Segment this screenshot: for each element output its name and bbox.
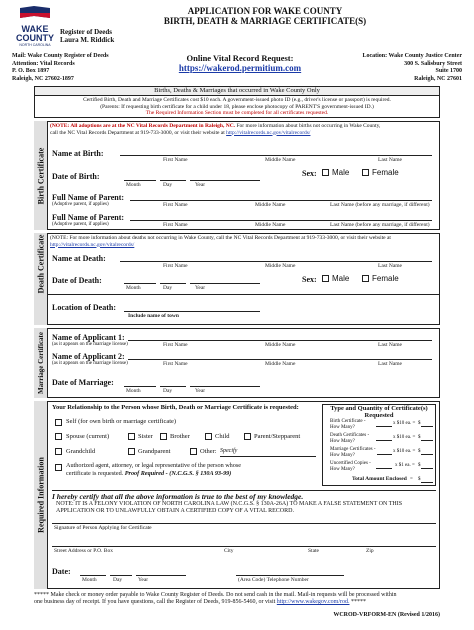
flag-icon <box>12 6 58 20</box>
total-amount-field[interactable] <box>421 482 433 483</box>
mail-line4: Raleigh, NC 27602-1897 <box>12 75 74 82</box>
mail-line1: Mail: Wake County Register of Deeds <box>12 53 109 59</box>
date-year-field[interactable] <box>136 575 186 576</box>
footer-notice: ***** Make check or money order payable to Wake County Register of Deeds. Do not send cash in the mail. Mail-in requests will be processed within one business day of receipt. If you have questions, call the Register of Deeds, 919-856-5460, or visit http://www.wakegov.com/rod. ***** <box>34 592 397 605</box>
form-title-line2: BIRTH, DEATH & MARRIAGE CERTIFICATE(S) <box>163 16 367 26</box>
applicant2-field[interactable] <box>128 359 432 360</box>
date-of-death-label: Date of Death: <box>52 276 102 285</box>
death-female-checkbox[interactable] <box>362 275 369 282</box>
birth-qty-label: Birth Certificate - How Many? <box>330 419 366 430</box>
authorized-checkbox[interactable] <box>55 464 62 471</box>
date-of-birth-label: Date of Birth: <box>52 172 100 181</box>
form-title-line1: APPLICATION FOR WAKE COUNTY <box>187 6 343 16</box>
logo-sub: NORTH CAROLINA <box>19 43 51 47</box>
info-line1: Certified Birth, Death and Marriage Certificates cost $10 each. A government-issued photo ID (e.g., driver's license or passport) is required. <box>83 97 391 103</box>
birth-year-field[interactable] <box>190 180 260 181</box>
wake-logo <box>12 6 58 46</box>
location-of-death-field[interactable] <box>124 311 260 312</box>
applicant1-field[interactable] <box>128 340 432 341</box>
birth-sex-label: Sex: <box>302 169 317 178</box>
death-male-checkbox[interactable] <box>322 275 329 282</box>
marriage-day-field[interactable] <box>160 386 186 387</box>
death-month-field[interactable] <box>124 283 156 284</box>
location-line2: 300 S. Salisbury Street <box>404 60 462 67</box>
spouse-label: Spouse (current) <box>66 433 110 440</box>
info-heading: Births, Deaths & Marriages that occurred in Wake County Only <box>35 87 439 96</box>
death-sex-label: Sex: <box>302 275 317 284</box>
birth-qty-field[interactable] <box>376 426 392 427</box>
self-label: Self (for own birth or marriage certificate) <box>66 418 177 425</box>
name-at-death-label: Name at Death: <box>52 254 106 263</box>
uncertified-qty-field[interactable] <box>376 468 392 469</box>
marriage-qty-field[interactable] <box>377 454 392 455</box>
marriage-month-field[interactable] <box>124 386 156 387</box>
date-of-marriage-label: Date of Marriage: <box>52 378 114 387</box>
sister-checkbox[interactable] <box>128 433 135 440</box>
self-checkbox[interactable] <box>55 419 62 426</box>
parent2-label: Full Name of Parent: <box>52 213 125 222</box>
grandchild-checkbox[interactable] <box>55 448 62 455</box>
state-label: State <box>308 548 319 554</box>
birth-female-checkbox[interactable] <box>362 169 369 176</box>
name-at-birth-label: Name at Birth: <box>52 149 104 158</box>
spouse-checkbox[interactable] <box>55 433 62 440</box>
uncertified-amount-field[interactable] <box>421 468 433 469</box>
proof-required: Proof Required - (N.C.G.S. § 130A 93-99) <box>124 469 232 477</box>
signature-field[interactable] <box>52 523 436 524</box>
date-label: Date: <box>52 567 71 576</box>
brother-checkbox[interactable] <box>160 433 167 440</box>
register-name: Laura M. Riddick <box>60 36 115 44</box>
info-box <box>34 86 440 118</box>
birth-note: (NOTE: All adoptions are at the NC Vital Records Department in Raleigh, NC. For more information about births not occurring in Wake County, call the NC Vital Records Department at 919-733-3000, or visit their website at http://vitalrecords.nc.gov/vitalrecords/ <box>50 123 381 136</box>
city-label: City <box>224 548 234 554</box>
certify-statement: I hereby certify that all the above information is true to the best of my knowledge. <box>52 490 436 501</box>
marriage-year-field[interactable] <box>190 386 260 387</box>
felony-notice: NOTE: IT IS A FELONY VIOLATION OF NORTH CAROLINA LAW (N.C.G.S. § 130A-26A) TO MAKE A FALSE STATEMENT ON THIS APPLICATION OR TO UNLAWFULLY OBTAIN A CERTIFIED COPY OF A VITAL RECORD. <box>56 501 403 514</box>
uncertified-qty-label: Uncertified Copies - How Many? <box>330 461 371 472</box>
death-side-label: Death Certificate <box>34 233 48 295</box>
sister-label: Sister <box>138 433 153 440</box>
marriage-qty-label: Marriage Certificates - How Many? <box>330 447 376 458</box>
other-label: Other: <box>200 448 217 455</box>
death-year-field[interactable] <box>190 283 260 284</box>
grandchild-label: Grandchild <box>66 448 96 455</box>
birth-male-checkbox[interactable] <box>322 169 329 176</box>
child-label: Child <box>215 433 230 440</box>
other-checkbox[interactable] <box>190 448 197 455</box>
phone-label: (Area Code) Telephone Number <box>238 577 309 583</box>
signature-label: Signature of Person Applying for Certificate <box>54 525 152 531</box>
marriage-side-label: Marriage Certificate <box>34 328 48 398</box>
birth-female-label: Female <box>372 168 399 177</box>
parent-label: Parent/Stepparent <box>254 433 301 440</box>
other-specify: Specify <box>220 448 238 454</box>
street-label: Street Address or P.O. Box <box>54 548 113 554</box>
marriage-amount-field[interactable] <box>421 454 433 455</box>
zip-label: Zip <box>366 548 374 554</box>
mail-line3: P. O. Box 1897 <box>12 68 50 74</box>
grandparent-checkbox[interactable] <box>128 448 135 455</box>
authorized-label: Authorized agent, attorney, or legal representative of the person whose certificate is requested. Proof Required - (N.C.G.S. § 130A 93-99) <box>66 462 242 477</box>
parent2-field[interactable] <box>130 220 432 221</box>
footer-url[interactable]: http://www.wakegov.com/rod. <box>276 599 350 605</box>
total-label: Total Amount Enclosed <box>352 476 407 482</box>
location-line1: Location: Wake County Justice Center <box>362 53 462 59</box>
grandparent-label: Grandparent <box>138 448 171 455</box>
name-at-birth-field[interactable] <box>120 155 432 156</box>
child-checkbox[interactable] <box>205 433 212 440</box>
parent-checkbox[interactable] <box>244 433 251 440</box>
form-id: WCROD-VRFORM-EN (Revised 1/2016) <box>333 612 440 618</box>
parent1-field[interactable] <box>130 200 432 201</box>
info-line2: (Parents: If requesting birth certificate for a child under 18, please enclose photocopy of PARENT'S government-issued ID.) <box>100 103 374 110</box>
online-url[interactable]: https://wakerod.permitium.com <box>178 63 302 73</box>
death-note: (NOTE: For more information about deaths not occurring in Wake County, call the NC Vital Records Department at 919-733-3000, or visit their website at http://vitalrecords.nc.gov/vitalrecords/ <box>50 235 391 248</box>
birth-male-label: Male <box>332 168 350 177</box>
name-at-death-field[interactable] <box>120 261 432 262</box>
birth-note-url[interactable]: http://vitalrecords.nc.gov/vitalrecords/ <box>226 129 311 136</box>
applicant2-label: Name of Applicant 2: <box>52 352 125 361</box>
mail-line2: Attention: Vital Records <box>12 60 75 67</box>
logo-text: WAKE COUNTY <box>16 24 54 43</box>
birth-day-field[interactable] <box>160 180 186 181</box>
location-line4: Raleigh, NC 27601 <box>414 75 462 82</box>
death-female-label: Female <box>372 274 399 283</box>
death-side-extension <box>34 295 48 325</box>
parent2-sub: (Adoptive parent, if applies) <box>52 222 109 227</box>
birth-amount-field[interactable] <box>421 426 433 427</box>
parent1-label: Full Name of Parent: <box>52 193 125 202</box>
parent1-sub: (Adoptive parent, if applies) <box>52 202 109 207</box>
other-specify-field[interactable] <box>220 456 316 457</box>
date-day-field[interactable] <box>110 575 132 576</box>
death-qty-field[interactable] <box>376 440 392 441</box>
death-amount-field[interactable] <box>421 440 433 441</box>
applicant2-sub: (as it appears on the marriage license) <box>52 361 128 366</box>
date-month-field[interactable] <box>80 575 106 576</box>
brother-label: Brother <box>170 433 190 440</box>
phone-field[interactable] <box>236 575 344 576</box>
location-line3: Suite 1700 <box>435 68 462 74</box>
location-of-death-label: Location of Death: <box>52 303 116 312</box>
quantity-heading: Type and Quantity of Certificate(s) Requested <box>330 405 428 419</box>
birth-side-label: Birth Certificate <box>34 121 48 230</box>
register-title: Register of Deeds <box>60 28 112 36</box>
applicant1-label: Name of Applicant 1: <box>52 333 125 342</box>
death-male-label: Male <box>332 274 350 283</box>
birth-month-field[interactable] <box>124 180 156 181</box>
online-label: Online Vital Record Request: <box>186 53 294 63</box>
death-day-field[interactable] <box>160 283 186 284</box>
address-field[interactable] <box>52 546 436 547</box>
required-side-label: Required Information <box>34 401 48 589</box>
relationship-label: Your Relationship to the Person whose Birth, Death or Marriage Certificate is requested: <box>52 404 299 411</box>
death-note-url[interactable]: http://vitalrecords.nc.gov/vitalrecords/ <box>50 241 135 248</box>
info-line3: The Required Information Section must be completed for all certificates requested. <box>145 110 329 116</box>
applicant1-sub: (as it appears on the marriage license) <box>52 342 128 347</box>
death-qty-label: Death Certificates - How Many? <box>330 433 370 444</box>
